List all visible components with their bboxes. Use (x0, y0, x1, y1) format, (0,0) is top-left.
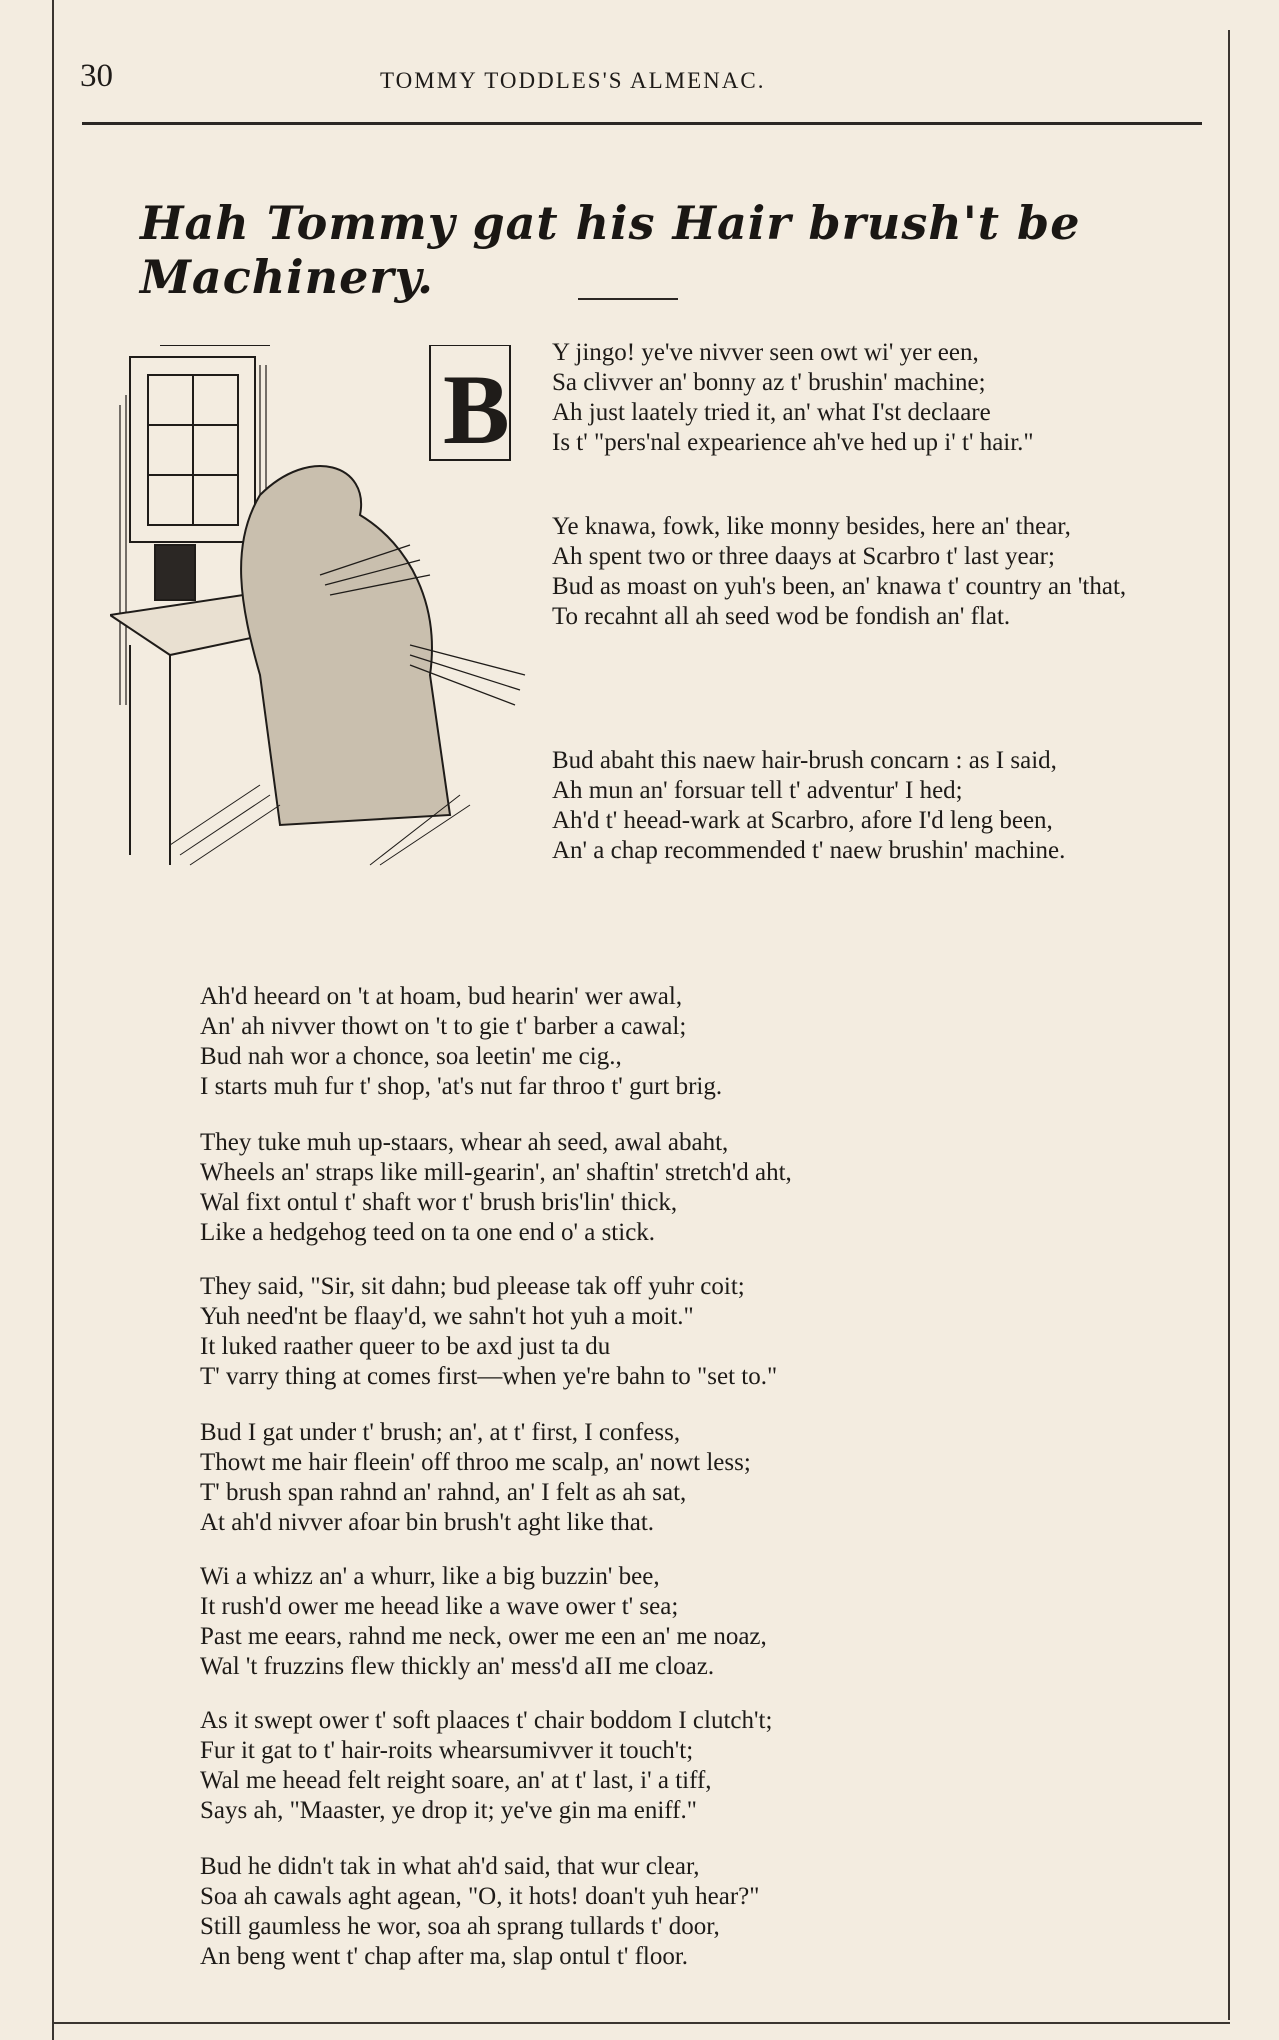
poem-line: Soa ah cawals aght agean, "O, it hots! doan't yuh hear?" (200, 1883, 760, 1910)
poem-line: Bud nah wor a chonce, soa leetin' me cig., (200, 1043, 622, 1070)
poem-line: Wal 't fruzzins flew thickly an' mess'd aII me cloaz. (200, 1653, 715, 1680)
poem-line: Ye knawa, fowk, like monny besides, here an' thear, (552, 513, 1071, 540)
stanza-2 (552, 512, 1202, 632)
poem-line: Ah mun an' forsuar tell t' adventur' I hed; (552, 777, 963, 804)
poem-line: Ah just laately tried it, an' what I'st declaare (552, 399, 991, 426)
running-title: TOMMY TODDLES'S ALMENAC. (380, 68, 766, 93)
title-rule (578, 298, 678, 300)
page-border-right (1228, 30, 1230, 2020)
page-header (80, 58, 1200, 108)
stanza-7 (200, 1418, 1180, 1538)
poem-line: Wal fixt ontul t' shaft wor t' brush bris'lin' thick, (200, 1189, 678, 1216)
stanza-9 (200, 1706, 1180, 1826)
page-border-left (52, 0, 54, 2040)
poem-line: T' brush span rahnd an' rahnd, an' I felt as ah sat, (200, 1479, 687, 1506)
page-border-bottom (52, 2022, 1230, 2024)
poem-line: T' varry thing at comes first—when ye're bahn to "set to." (200, 1363, 778, 1390)
poem-line: They tuke muh up-staars, whear ah seed, awal abaht, (200, 1129, 729, 1156)
stanza-3 (552, 746, 1202, 866)
poem-line: Still gaumless he wor, soa ah sprang tullards t' door, (200, 1913, 720, 1940)
poem-line: I starts muh fur t' shop, 'at's nut far throo t' gurt brig. (200, 1073, 723, 1100)
page-number: 30 (80, 58, 113, 94)
poem-line: An' a chap recommended t' naew brushin' machine. (552, 837, 1066, 864)
poem-line: An' ah nivver thowt on 't to gie t' barber a cawal; (200, 1013, 687, 1040)
poem-line: It rush'd ower me heead like a wave ower t' sea; (200, 1593, 679, 1620)
poem-line: Y jingo! ye've nivver seen owt wi' yer een, (552, 339, 979, 366)
poem-line: Past me eears, rahnd me neck, ower me een an' me noaz, (200, 1623, 767, 1650)
seated-figure (241, 466, 450, 825)
poem-line: Wal me heead felt reight soare, an' at t' last, i' a tiff, (200, 1767, 712, 1794)
poem-line: Ah'd t' heead-wark at Scarbro, afore I'd leng been, (552, 807, 1053, 834)
poem-line: Bud he didn't tak in what ah'd said, that wur clear, (200, 1853, 700, 1880)
poem-line: As it swept ower t' soft plaaces t' chair boddom I clutch't; (200, 1707, 773, 1734)
poem-line: Says ah, "Maaster, ye drop it; ye've gin ma eniff." (200, 1797, 697, 1824)
stanza-8 (200, 1562, 1180, 1682)
poem-line: Yuh need'nt be flaay'd, we sahn't hot yuh a moit." (200, 1303, 694, 1330)
poem-line: At ah'd nivver afoar bin brush't aght like that. (200, 1509, 655, 1536)
poem-title: Hah Tommy gat his Hair brush't be Machinery. (140, 196, 1081, 304)
stanza-6 (200, 1272, 1180, 1392)
poem-line: Thowt me hair fleein' off throo me scalp, an' nowt less; (200, 1449, 751, 1476)
poem-line: They said, "Sir, sit dahn; bud pleease tak off yuhr coit; (200, 1273, 745, 1300)
man-in-chair-illustration (110, 345, 540, 870)
poem-line: Sa clivver an' bonny az t' brushin' machine; (552, 369, 986, 396)
poem-line: An beng went t' chap after ma, slap ontul t' floor. (200, 1943, 689, 1970)
poem-line: Is t' "pers'nal expearience ah've hed up i' t' hair." (552, 429, 1034, 456)
header-rule (82, 122, 1202, 125)
stanza-1 (552, 338, 1202, 458)
drop-cap-letter: B (443, 354, 510, 465)
poem-line: Like a hedgehog teed on ta one end o' a stick. (200, 1219, 656, 1246)
stanza-4 (200, 982, 1180, 1102)
poem-line: To recahnt all ah seed wod be fondish an' flat. (552, 603, 1011, 630)
poem-line: Bud I gat under t' brush; an', at t' first, I confess, (200, 1419, 681, 1446)
poem-line: Fur it gat to t' hair-roits whearsumivver it touch't; (200, 1737, 694, 1764)
poem-line: Bud abaht this naew hair-brush concarn : as I said, (552, 747, 1057, 774)
cup-icon (155, 545, 195, 600)
stanza-10 (200, 1852, 1180, 1972)
poem-line: Ah'd heeard on 't at hoam, bud hearin' wer awal, (200, 983, 683, 1010)
poem-line: Wheels an' straps like mill-gearin', an' shaftin' stretch'd aht, (200, 1159, 792, 1186)
poem-line: Wi a whizz an' a whurr, like a big buzzin' bee, (200, 1563, 660, 1590)
stanza-5 (200, 1128, 1180, 1248)
poem-line: Ah spent two or three daays at Scarbro t' last year; (552, 543, 1055, 570)
poem-line: It luked raather queer to be axd just ta du (200, 1333, 611, 1360)
poem-line: Bud as moast on yuh's been, an' knawa t' country an 'that, (552, 573, 1127, 600)
